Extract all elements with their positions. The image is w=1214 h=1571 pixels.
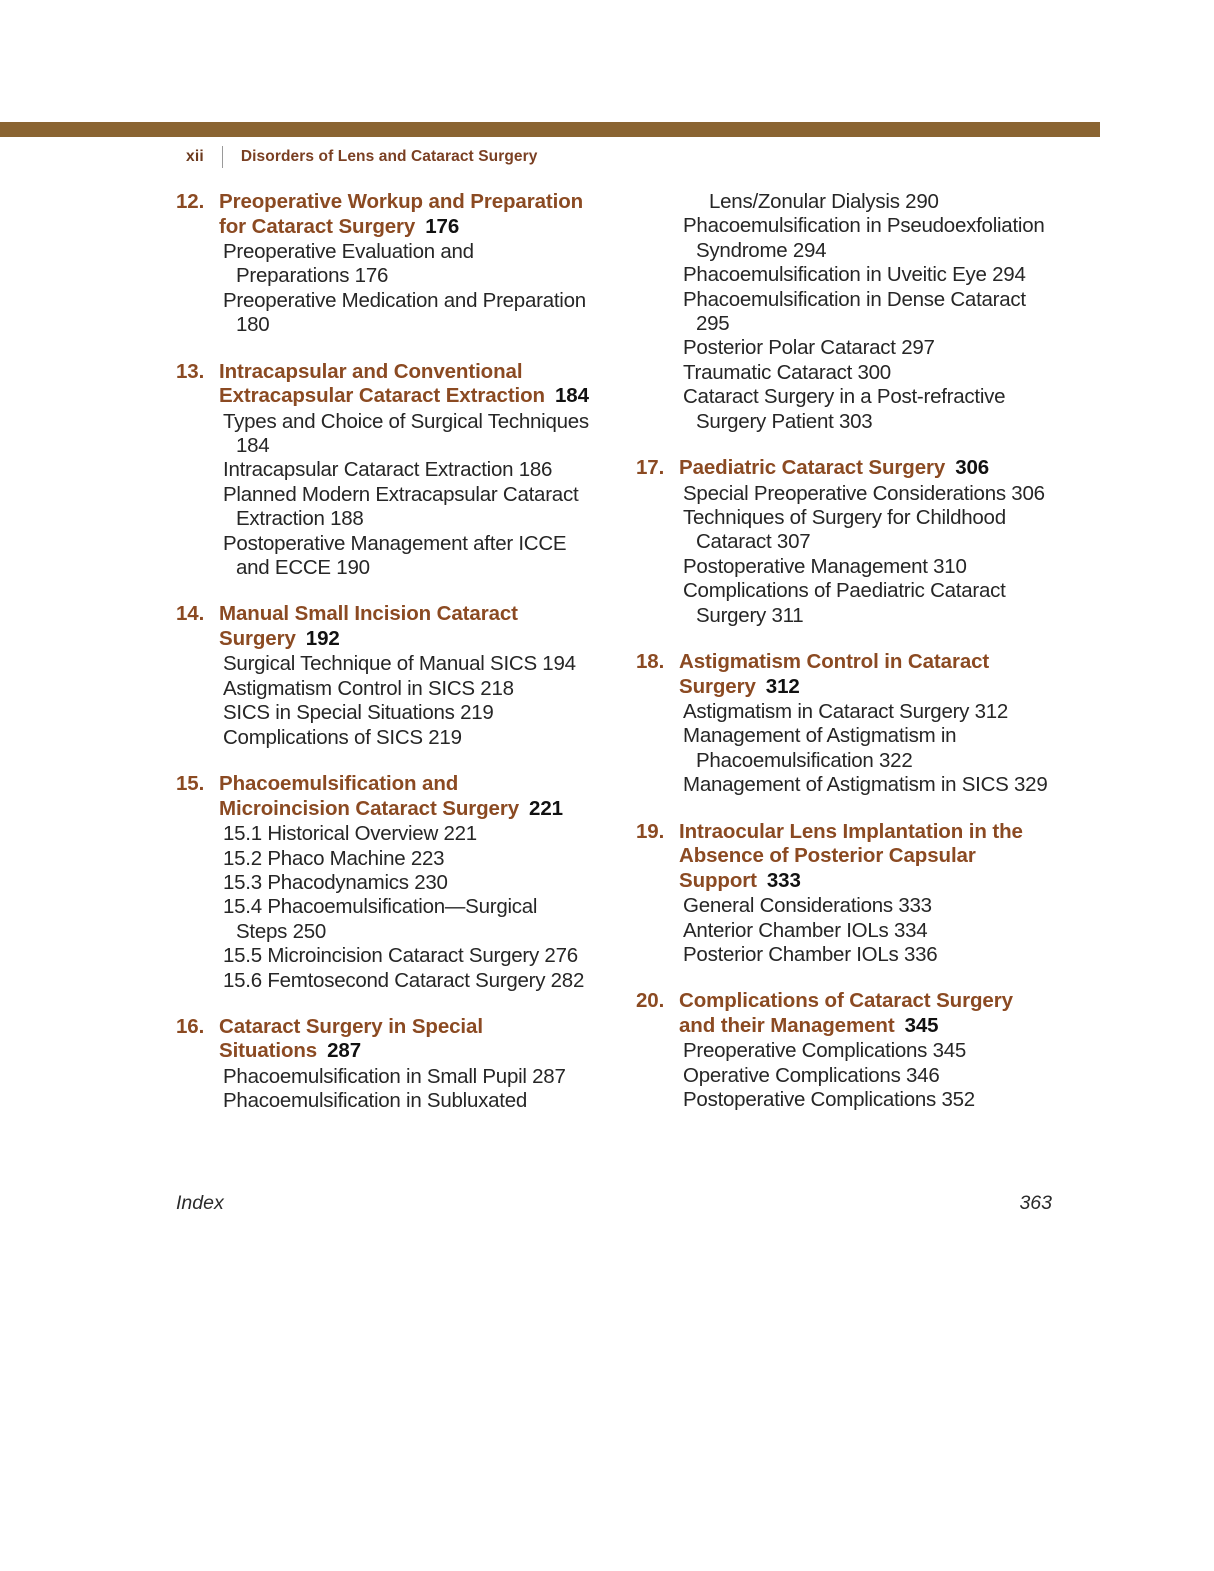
toc-chapter-number: 13.	[176, 359, 205, 383]
toc-sub-entry[interactable]: Preoperative Evaluation and Preparations 176	[223, 240, 474, 288]
toc-chapter-title	[679, 650, 1052, 699]
toc-sub-entry[interactable]: Operative Complications 346	[683, 1063, 940, 1087]
toc-chapter-title-text: Astigmatism Control in Cataract Surgery	[679, 650, 990, 698]
toc-sub-entry[interactable]: Complications of Paediatric Cataract Surgery 311	[683, 579, 1006, 627]
toc-sub-entry[interactable]: Special Preoperative Considerations 306	[683, 481, 1045, 505]
toc-chapter-page-number: 333	[766, 868, 801, 892]
toc-sub-entry[interactable]: 15.2 Phaco Machine 223	[223, 846, 445, 870]
toc-chapter-heading[interactable]	[176, 772, 592, 821]
toc-subentry-list	[176, 240, 592, 338]
toc-chapter-heading[interactable]	[636, 989, 1052, 1038]
toc-chapter-title-text: Phacoemulsification and Microincision Cataract Surgery	[219, 772, 520, 820]
toc-sub-entry[interactable]: Lens/Zonular Dialysis 290	[709, 190, 939, 213]
toc-chapter-heading[interactable]	[176, 360, 592, 409]
toc-chapter	[176, 1015, 592, 1114]
toc-chapter-number: 14.	[176, 602, 205, 626]
running-head	[186, 146, 538, 168]
toc-sub-entry[interactable]: Phacoemulsification in Small Pupil 287	[223, 1064, 566, 1088]
toc-subentry-list	[176, 410, 592, 581]
toc-columns	[176, 190, 1052, 1114]
toc-sub-entry[interactable]: 15.1 Historical Overview 221	[223, 822, 477, 846]
toc-column-right	[636, 190, 1052, 1114]
toc-sub-entry[interactable]: Postoperative Complications 352	[683, 1088, 975, 1112]
toc-sub-entry[interactable]: 15.5 Microincision Cataract Surgery 276	[223, 944, 578, 968]
toc-chapter-page-number: 306	[955, 456, 990, 480]
toc-column-left	[176, 190, 592, 1114]
toc-chapter-title-text: Cataract Surgery in Special Situations	[219, 1014, 483, 1063]
toc-sub-entry[interactable]: Astigmatism Control in SICS 218	[223, 676, 514, 700]
folio-number: xii	[186, 148, 204, 165]
toc-chapter-number: 18.	[636, 650, 665, 673]
toc-sub-entry[interactable]: Phacoemulsification in Uveitic Eye 294	[683, 263, 1026, 287]
toc-sub-entry[interactable]: SICS in Special Situations 219	[223, 701, 494, 725]
toc-chapter-page-number: 312	[765, 674, 800, 698]
toc-sub-entry[interactable]: Preoperative Complications 345	[683, 1039, 967, 1063]
toc-chapter-heading[interactable]	[176, 602, 592, 651]
toc-sub-entry[interactable]: Phacoemulsification in Dense Cataract 295	[683, 287, 1026, 336]
toc-sub-entry[interactable]: Astigmatism in Cataract Surgery 312	[683, 700, 1009, 723]
running-head-divider	[222, 146, 223, 168]
toc-chapter-title	[679, 456, 1052, 481]
toc-chapter-title	[219, 190, 592, 239]
toc-chapter	[636, 989, 1052, 1112]
toc-chapter-title-text: Preoperative Workup and Preparation for Cataract Surgery	[219, 190, 584, 238]
toc-chapter-number: 20.	[636, 989, 665, 1013]
toc-chapter-page-number: 287	[327, 1039, 361, 1063]
toc-sub-entry[interactable]: Phacoemulsification in Pseudoexfoliation Syndrome 294	[683, 214, 1045, 262]
toc-subentry-list	[636, 700, 1052, 798]
toc-sub-entry[interactable]: Posterior Polar Cataract 297	[683, 336, 935, 360]
toc-sub-entry[interactable]: Techniques of Surgery for Childhood Cataract 307	[683, 505, 1006, 554]
toc-chapter-title-text: Complications of Cataract Surgery and their Management	[679, 989, 1013, 1037]
toc-subentry-list	[176, 1065, 592, 1114]
toc-chapter-title-text: Manual Small Incision Cataract Surgery	[219, 602, 518, 650]
toc-sub-entry[interactable]: Management of Astigmatism in SICS 329	[683, 773, 1048, 797]
toc-chapter-number: 15.	[176, 772, 205, 796]
header-rule-bar	[0, 122, 1100, 137]
toc-sub-entry[interactable]: Surgical Technique of Manual SICS 194	[223, 652, 576, 676]
toc-chapter-title-text: Paediatric Cataract Surgery	[679, 456, 946, 480]
toc-chapter-title	[219, 360, 592, 409]
toc-chapter-page-number: 184	[554, 384, 589, 408]
toc-chapter-title-text: Intracapsular and Conventional Extracapsular Cataract Extraction	[219, 359, 545, 408]
toc-chapter-heading[interactable]	[176, 190, 592, 239]
toc-sub-entry[interactable]: 15.3 Phacodynamics 230	[223, 870, 448, 894]
toc-chapter-number: 12.	[176, 190, 205, 213]
toc-sub-entry[interactable]: Planned Modern Extracapsular Cataract Extraction 188	[223, 482, 579, 531]
page-footer	[176, 1192, 1052, 1215]
toc-chapter	[636, 820, 1052, 968]
toc-subentry-list	[176, 652, 592, 750]
toc-sub-entry[interactable]: 15.6 Femtosecond Cataract Surgery 282	[223, 968, 585, 992]
toc-sub-entry[interactable]: Traumatic Cataract 300	[683, 360, 891, 384]
toc-sub-entry[interactable]: Preoperative Medication and Preparation 180	[223, 288, 586, 337]
toc-chapter	[176, 602, 592, 750]
toc-subentry-list	[176, 822, 592, 993]
toc-chapter-page-number: 345	[904, 1013, 939, 1037]
toc-sub-entry[interactable]: Intracapsular Cataract Extraction 186	[223, 458, 553, 482]
toc-chapter-title	[219, 1015, 592, 1064]
toc-chapter-page-number: 192	[305, 626, 340, 650]
toc-chapter-number: 17.	[636, 456, 665, 480]
toc-chapter-title	[219, 602, 592, 651]
book-title: Disorders of Lens and Cataract Surgery	[240, 148, 538, 165]
toc-subentry-list	[636, 482, 1052, 628]
toc-sub-entry[interactable]: Complications of SICS 219	[223, 725, 462, 749]
toc-subentry-list	[636, 894, 1052, 967]
toc-continued-subentry-list	[636, 190, 1052, 434]
toc-chapter-title-text: Intraocular Lens Implantation in the Absence of Posterior Capsular Support	[679, 819, 1023, 892]
toc-chapter-heading[interactable]	[636, 650, 1052, 699]
toc-chapter-heading[interactable]	[636, 820, 1052, 894]
toc-chapter-heading[interactable]	[636, 456, 1052, 481]
toc-sub-entry[interactable]: Posterior Chamber IOLs 336	[683, 942, 938, 966]
toc-chapter-heading[interactable]	[176, 1015, 592, 1064]
footer-label: Index	[176, 1192, 224, 1214]
toc-chapter-title	[679, 989, 1052, 1038]
footer-page-number: 363	[1019, 1192, 1052, 1214]
toc-sub-entry[interactable]: Phacoemulsification in Subluxated	[223, 1089, 527, 1113]
toc-chapter	[176, 360, 592, 581]
toc-subentry-list	[636, 1039, 1052, 1112]
toc-chapter-page-number: 221	[529, 796, 563, 820]
toc-chapter-title	[219, 772, 592, 821]
toc-sub-entry[interactable]: General Considerations 333	[683, 894, 932, 918]
toc-chapter	[636, 650, 1052, 798]
toc-chapter-number: 19.	[636, 819, 665, 843]
toc-chapter	[176, 190, 592, 338]
toc-sub-entry[interactable]: 15.4 Phacoemulsification—Surgical Steps 250	[223, 895, 538, 943]
toc-chapter-page-number: 176	[425, 214, 460, 238]
toc-sub-entry[interactable]: Cataract Surgery in a Post-refractive Surgery Patient 303	[683, 385, 1006, 433]
toc-sub-entry[interactable]: Types and Choice of Surgical Techniques 184	[223, 409, 589, 458]
toc-sub-entry[interactable]: Postoperative Management 310	[683, 554, 967, 578]
toc-chapter-title	[679, 820, 1052, 894]
toc-chapter	[636, 456, 1052, 628]
toc-chapter-number: 16.	[176, 1014, 205, 1038]
toc-sub-entry[interactable]: Management of Astigmatism in Phacoemulsification 322	[683, 724, 957, 772]
toc-chapter	[176, 772, 592, 993]
toc-sub-entry[interactable]: Postoperative Management after ICCE and ECCE 190	[223, 531, 567, 580]
toc-sub-entry[interactable]: Anterior Chamber IOLs 334	[683, 918, 928, 942]
